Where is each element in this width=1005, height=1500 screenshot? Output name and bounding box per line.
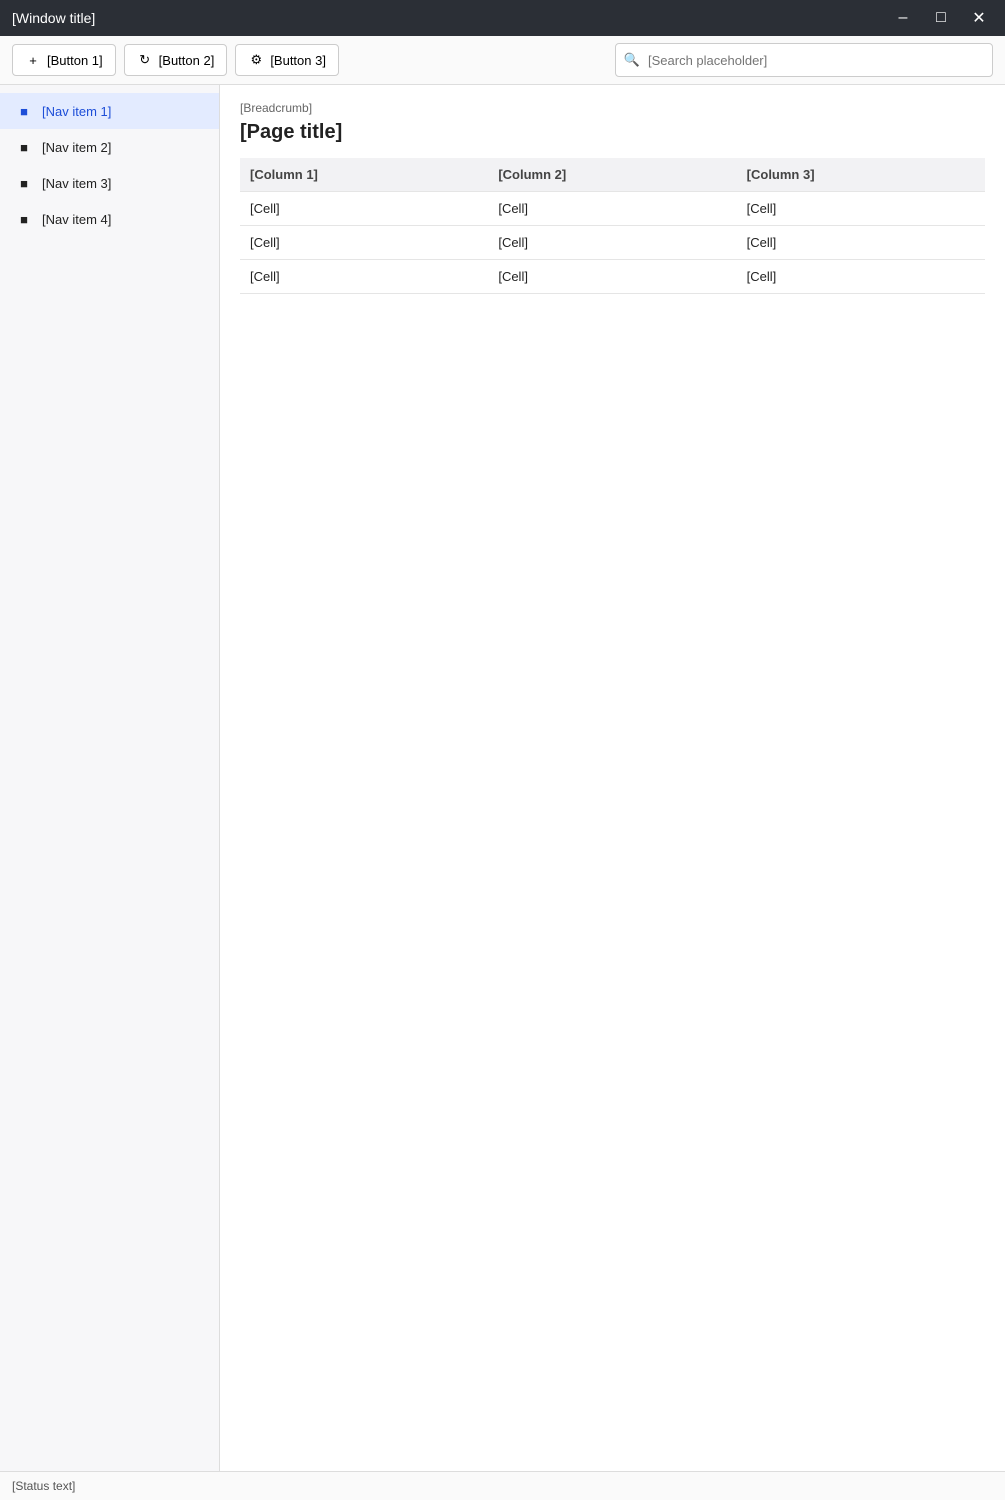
data-table [240, 158, 985, 294]
sidebar-item-label: [Nav item 3] [42, 175, 112, 191]
column-header[interactable]: [Column 2] [488, 158, 736, 192]
table-row[interactable] [240, 226, 985, 260]
main-panel [220, 85, 1005, 1471]
page-title: [Page title] [240, 121, 343, 143]
table-cell: [Cell] [488, 260, 736, 294]
table-cell: [Cell] [240, 260, 488, 294]
table-cell: [Cell] [488, 226, 736, 260]
column-header[interactable]: [Column 3] [737, 158, 985, 192]
search-input[interactable] [646, 52, 984, 69]
search-box [615, 43, 993, 77]
toolbar-button-3[interactable] [235, 44, 339, 76]
sidebar-item-3[interactable] [0, 165, 219, 201]
sidebar-item-2[interactable] [0, 129, 219, 165]
plus-icon: + [29, 52, 37, 68]
table-row[interactable] [240, 260, 985, 294]
sidebar-item-label: [Nav item 1] [42, 103, 112, 119]
gear-icon: ⚙ [250, 52, 263, 67]
toolbar-button-2[interactable] [124, 44, 228, 76]
table-cell: [Cell] [240, 192, 488, 226]
content-area [0, 85, 1005, 1471]
refresh-icon: ↻ [139, 52, 151, 67]
close-icon[interactable]: ✕ [972, 10, 986, 27]
table-cell: [Cell] [737, 260, 985, 294]
table-cell: [Cell] [240, 226, 488, 260]
status-text: [Status text] [12, 1479, 76, 1493]
maximize-icon[interactable]: □ [936, 9, 946, 26]
toolbar [0, 36, 1005, 85]
folder-icon: ■ [20, 175, 28, 191]
toolbar-button-label: [Button 1] [47, 52, 103, 68]
folder-icon: ■ [20, 103, 28, 119]
toolbar-button-label: [Button 2] [158, 52, 215, 68]
sidebar [0, 85, 220, 1471]
sidebar-item-4[interactable] [0, 201, 219, 237]
search-icon: 🔍 [623, 52, 641, 67]
folder-icon: ■ [20, 139, 28, 155]
column-header[interactable]: [Column 1] [240, 158, 488, 192]
sidebar-item-1[interactable] [0, 93, 219, 129]
title-bar [0, 0, 1005, 36]
table-cell: [Cell] [737, 226, 985, 260]
table-header-row [240, 158, 985, 192]
minimize-icon[interactable]: – [898, 9, 908, 26]
breadcrumb: [Breadcrumb] [240, 101, 313, 115]
toolbar-button-label: [Button 3] [270, 52, 326, 68]
window-title: [Window title] [12, 10, 96, 26]
folder-icon: ■ [20, 211, 28, 227]
table-cell: [Cell] [488, 192, 736, 226]
sidebar-item-label: [Nav item 2] [42, 139, 112, 155]
sidebar-item-label: [Nav item 4] [42, 211, 112, 227]
status-bar [0, 1471, 1005, 1500]
table-cell: [Cell] [737, 192, 985, 226]
toolbar-button-1[interactable] [12, 44, 116, 76]
table-row[interactable] [240, 192, 985, 226]
